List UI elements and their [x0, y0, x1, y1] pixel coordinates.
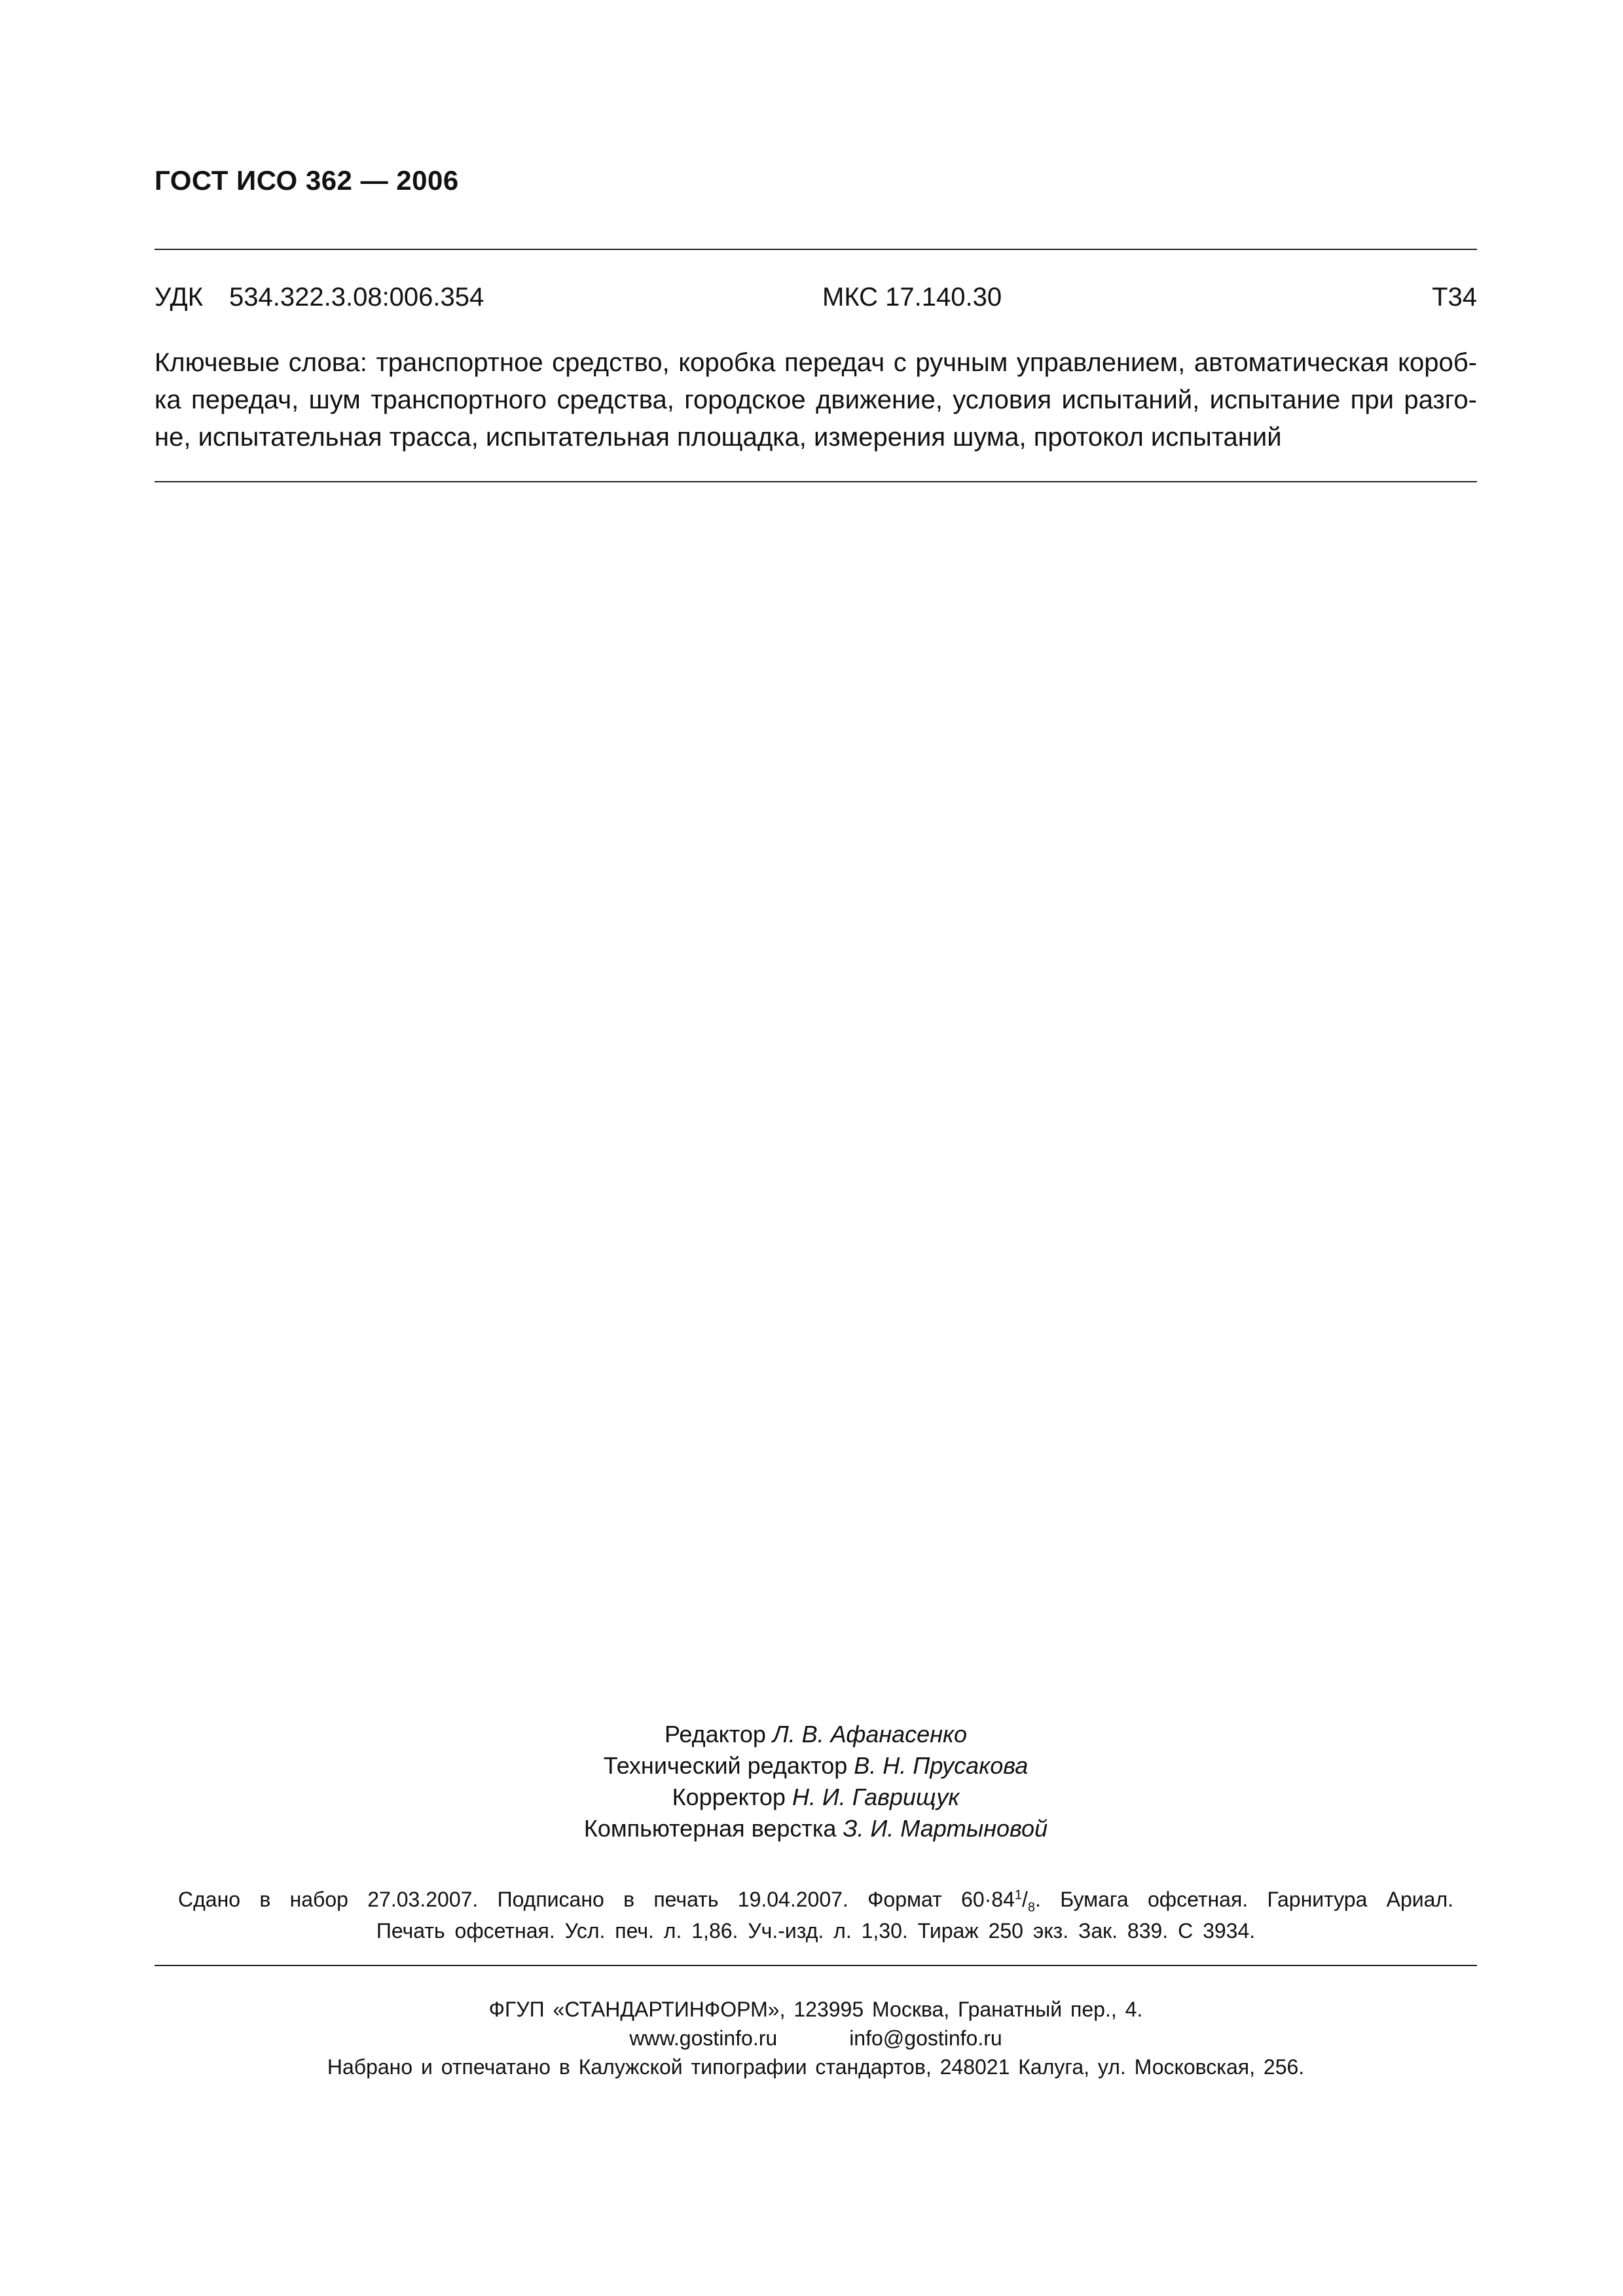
document-title: ГОСТ ИСО 362 — 2006: [155, 165, 459, 196]
bottom-divider: [155, 1965, 1477, 1966]
credit-role: Корректор: [672, 1784, 786, 1810]
publisher-contacts: [155, 2024, 1477, 2053]
credit-editor: [155, 1719, 1477, 1750]
publisher-email: info@gostinfo.ru: [849, 2026, 1002, 2050]
keywords-block: [155, 344, 1477, 456]
credit-person: Л. В. Афанасенко: [772, 1721, 968, 1748]
print-info-line: Печать офсетная. Усл. печ. л. 1,86. Уч.-изд. л. 1,30. Тираж 250 экз. Зак. 839. С 3934.: [376, 1919, 1256, 1943]
format-superscript: 1: [1014, 1888, 1023, 1903]
print-info-end: . Бумага офсетная. Гарнитура Ариал.: [1035, 1888, 1454, 1911]
print-info-line: [155, 1884, 1477, 1915]
credit-person: З. И. Мартыновой: [843, 1815, 1048, 1842]
publisher-block: [155, 1995, 1477, 2081]
keywords-line: ка передач, шум транспортного средства, городское движение, условия испытаний, испытание при разго-: [155, 386, 1477, 414]
credit-role: Технический редактор: [603, 1752, 848, 1779]
udk-value: 534.322.3.08:006.354: [229, 283, 484, 312]
print-info-start: Сдано в набор 27.03.2007. Подписано в печать 19.04.2007. Формат 60·84: [178, 1888, 1015, 1911]
keywords-line: не, испытательная трасса, испытательная площадка, измерения шума, протокол испытаний: [155, 423, 1282, 452]
print-info-block: [155, 1884, 1477, 1946]
format-slash: /: [1022, 1888, 1028, 1911]
printer-info: Набрано и отпечатано в Калужской типографии стандартов, 248021 Калуга, ул. Московская, 256.: [327, 2055, 1305, 2079]
publisher-address: ФГУП «СТАНДАРТИНФОРМ», 123995 Москва, Гранатный пер., 4.: [488, 1998, 1143, 2021]
credit-technical-editor: [155, 1750, 1477, 1782]
credit-role: Редактор: [664, 1721, 766, 1748]
credit-role: Компьютерная верстка: [583, 1815, 837, 1842]
mks-code: МКС 17.140.30: [822, 283, 1002, 312]
format-subscript: 8: [1027, 1900, 1036, 1915]
top-divider: [155, 249, 1477, 250]
credit-person: Н. И. Гаврищук: [792, 1784, 960, 1810]
classification-row: [155, 283, 1477, 322]
credit-layout: [155, 1813, 1477, 1844]
credit-person: В. Н. Прусакова: [854, 1752, 1029, 1779]
keywords-line: Ключевые слова: транспортное средство, коробка передач с ручным управлением, автоматическая короб-: [155, 348, 1477, 377]
publisher-website: www.gostinfo.ru: [629, 2026, 778, 2050]
udk-code: [155, 283, 484, 312]
credits-block: [155, 1719, 1477, 1844]
udk-label: УДК: [155, 283, 204, 312]
credit-proofreader: [155, 1782, 1477, 1813]
keywords-divider: [155, 481, 1477, 482]
t-code: Т34: [1432, 283, 1477, 312]
